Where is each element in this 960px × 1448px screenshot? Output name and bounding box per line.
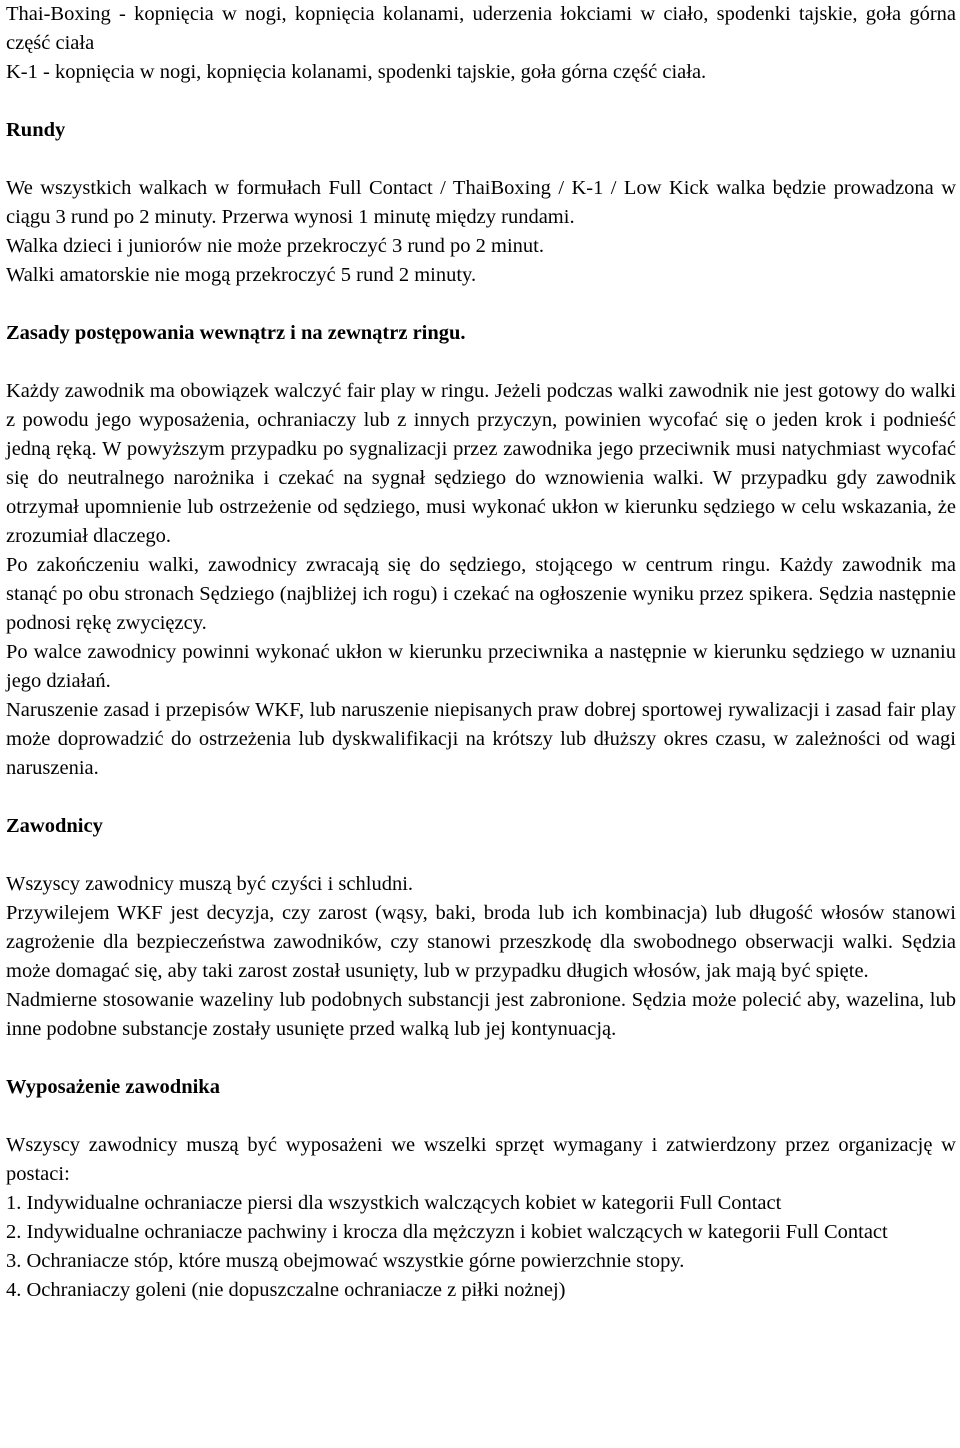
zasady-paragraph: Naruszenie zasad i przepisów WKF, lub naruszenie niepisanych praw dobrej sportowej rywalizacji i zasad fair play może doprowadzić do ostrzeżenia lub dyskwalifikacji na krótszy lub dłuższy okres czasu, w zależności od wagi naruszenia. xyxy=(6,699,956,779)
zawodnicy-paragraph: Przywilejem WKF jest decyzja, czy zarost (wąsy, baki, broda lub ich kombinacja) lub długość włosów stanowi zagrożenie dla bezpieczeństwa zawodników, czy stanowi przeszkodę dla swobodnego obserwacji walki. Sędzia może domagać się, aby taki zarost został usunięty, lub w przypadku długich włosów, jak mają być spięte. xyxy=(6,902,956,982)
rundy-paragraph: We wszystkich walkach w formułach Full Contact / ThaiBoxing / K-1 / Low Kick walka będzie prowadzona w ciągu 3 rund po 2 minuty. Przerwa wynosi 1 minutę między rundami. xyxy=(6,177,956,228)
zasady-paragraph: Po zakończeniu walki, zawodnicy zwracają się do sędziego, stojącego w centrum ringu. Każdy zawodnik ma stanąć po obu stronach Sędziego (najbliżej ich rogu) i czekać na ogłoszenie wyniku przez spikera. Sędzia następnie podnosi rękę zwycięzcy. xyxy=(6,554,956,634)
wyposazenie-list-item: 1. Indywidualne ochraniacze piersi dla wszystkich walczących kobiet w kategorii Full Contact xyxy=(6,1192,782,1214)
section-heading-wyposazenie: Wyposażenie zawodnika xyxy=(6,1076,220,1098)
section-heading-zawodnicy: Zawodnicy xyxy=(6,815,103,837)
section-heading-zasady: Zasady postępowania wewnątrz i na zewnątrz ringu. xyxy=(6,322,466,344)
intro-thai-boxing: Thai-Boxing - kopnięcia w nogi, kopnięcia kolanami, uderzenia łokciami w ciało, spodenki tajskie, goła górna część ciała xyxy=(6,3,956,54)
rundy-paragraph: Walka dzieci i juniorów nie może przekroczyć 3 rund po 2 minut. xyxy=(6,235,545,257)
intro-k1: K-1 - kopnięcia w nogi, kopnięcia kolanami, spodenki tajskie, goła górna część ciała. xyxy=(6,61,707,83)
wyposazenie-paragraph: Wszyscy zawodnicy muszą być wyposażeni we wszelki sprzęt wymagany i zatwierdzony przez organizację w postaci: xyxy=(6,1134,956,1185)
zasady-paragraph: Po walce zawodnicy powinni wykonać ukłon w kierunku przeciwnika a następnie w kierunku sędziego w uznaniu jego działań. xyxy=(6,641,956,692)
wyposazenie-list-item: 4. Ochraniaczy goleni (nie dopuszczalne ochraniacze z piłki nożnej) xyxy=(6,1279,566,1301)
zawodnicy-paragraph: Nadmierne stosowanie wazeliny lub podobnych substancji jest zabronione. Sędzia może polecić aby, wazelina, lub inne podobne substancje zostały usunięte przed walką lub jej kontynuacją. xyxy=(6,989,956,1040)
wyposazenie-list-item: 3. Ochraniacze stóp, które muszą obejmować wszystkie górne powierzchnie stopy. xyxy=(6,1250,685,1272)
wyposazenie-list-item: 2. Indywidualne ochraniacze pachwiny i krocza dla mężczyzn i kobiet walczących w kategorii Full Contact xyxy=(6,1221,888,1243)
zasady-paragraph: Każdy zawodnik ma obowiązek walczyć fair play w ringu. Jeżeli podczas walki zawodnik nie jest gotowy do walki z powodu jego wyposażenia, ochraniaczy lub z innych przyczyn, powinien wycofać się o jeden krok i podnieść jedną ręką. W powyższym przypadku po sygnalizacji przez zawodnika jego przeciwnik musi natychmiast wycofać się do neutralnego narożnika i czekać na sygnał sędziego do wznowienia walki. W przypadku gdy zawodnik otrzymał upomnienie lub ostrzeżenie od sędziego, musi wykonać ukłon w kierunku sędziego w celu wskazania, że zrozumiał dlaczego. xyxy=(6,380,956,547)
section-heading-rundy: Rundy xyxy=(6,119,66,141)
rundy-paragraph: Walki amatorskie nie mogą przekroczyć 5 rund 2 minuty. xyxy=(6,264,477,286)
document-page xyxy=(6,0,956,1305)
zawodnicy-paragraph: Wszyscy zawodnicy muszą być czyści i schludni. xyxy=(6,873,414,895)
